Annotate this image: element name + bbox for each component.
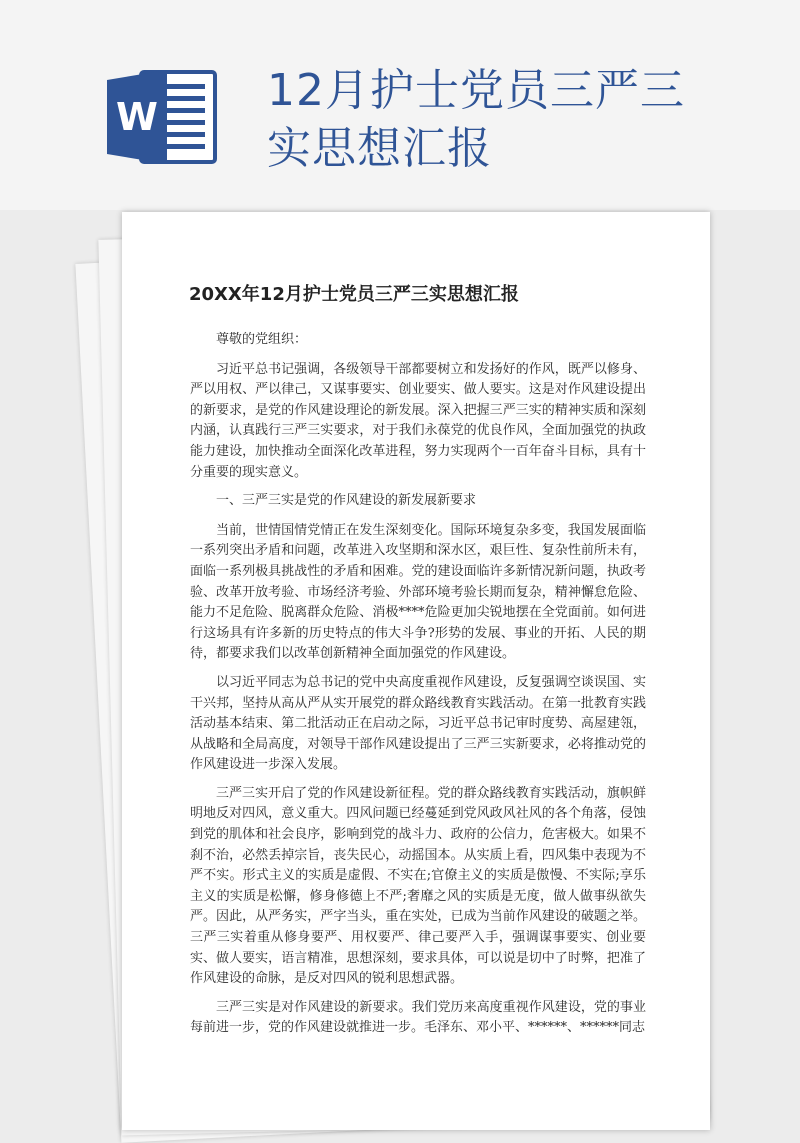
body-paragraph: 习近平总书记强调，各级领导干部都要树立和发扬好的作风，既严以修身、严以用权、严以律己，又谋事要实、创业要实、做人要实。这是对作风建设提出的新要求，是党的作风建设理论的新发展。深入把握三严三实的精神实质和深刻内涵，认真践行三严三实要求，对于我们永葆党的优良作风，全面加强党的执政能力建设，加快推动全面深化改革进程，努力实现两个一百年奋斗目标，具有十分重要的现实意义。 [190,361,646,480]
document-body [190,330,646,1047]
body-paragraph: 三严三实是对作风建设的新要求。我们党历来高度重视作风建设，党的事业每前进一步，党的作风建设就推进一步。毛泽东、邓小平、******、******同志 [190,999,646,1036]
body-paragraph: 当前，世情国情党情正在发生深刻变化。国际环境复杂多变，我国发展面临一系列突出矛盾和问题，改革进入攻坚期和深水区，艰巨性、复杂性前所未有，面临一系列极具挑战性的矛盾和困难。党的建设面临许多新情况新问题，执政考验、改革开放考验、市场经济考验、外部环境考验长期而复杂，精神懈怠危险、能力不足危险、脱离群众危险、消极****危险更加尖锐地摆在全党面前。如何进行这场具有许多新的历史特点的伟大斗争?形势的发展、事业的开拓、人民的期待，都要求我们以改革创新精神全面加强党的作风建设。 [190,522,646,662]
document-page [122,212,710,1130]
greeting-paragraph: 尊敬的党组织： [216,332,308,347]
svg-text:W: W [116,95,158,139]
body-paragraph: 三严三实开启了党的作风建设新征程。党的群众路线教育实践活动，旗帜鲜明地反对四风，意义重大。四风问题已经蔓延到党风政风社风的各个角落，侵蚀到党的肌体和社会良序，影响到党的战斗力、政府的公信力，危害极大。如果不刹不治，必然丢掉宗旨，丧失民心，动摇国本。从实质上看，四风集中表现为不严不实。形式主义的实质是虚假、不实在;官僚主义的实质是傲慢、不实际;享乐主义的实质是松懈，修身修德上不严;奢靡之风的实质是无度，做人做事纵欲失严。因此，从严务实，严字当头，重在实处，已成为当前作风建设的破题之举。三严三实着重从修身要严、用权要严、律己要严入手，强调谋事要实、创业要实、做人要实，语言精准，思想深刻，要求具体，可以说是切中了时弊，把准了作风建设的命脉，是反对四风的锐利思想武器。 [190,785,646,987]
section-heading: 一、三严三实是党的作风建设的新发展新要求 [216,493,477,509]
header [0,0,800,210]
body-paragraph: 以习近平同志为总书记的党中央高度重视作风建设，反复强调空谈误国、实干兴邦，坚持从高从严从实开展党的群众路线教育实践活动。在第一批教育实践活动基本结束、第二批活动正在启动之际，习近平总书记审时度势、高屋建瓴，从战略和全局高度，对领导干部作风建设提出了三严三实新要求，必将推动党的作风建设进一步深入发展。 [190,674,646,773]
word-document-icon [107,68,219,166]
document-title: 20XX年12月护士党员三严三实思想汇报 [189,284,519,305]
header-title: 12月护士党员三严三 实思想汇报 [267,65,685,174]
